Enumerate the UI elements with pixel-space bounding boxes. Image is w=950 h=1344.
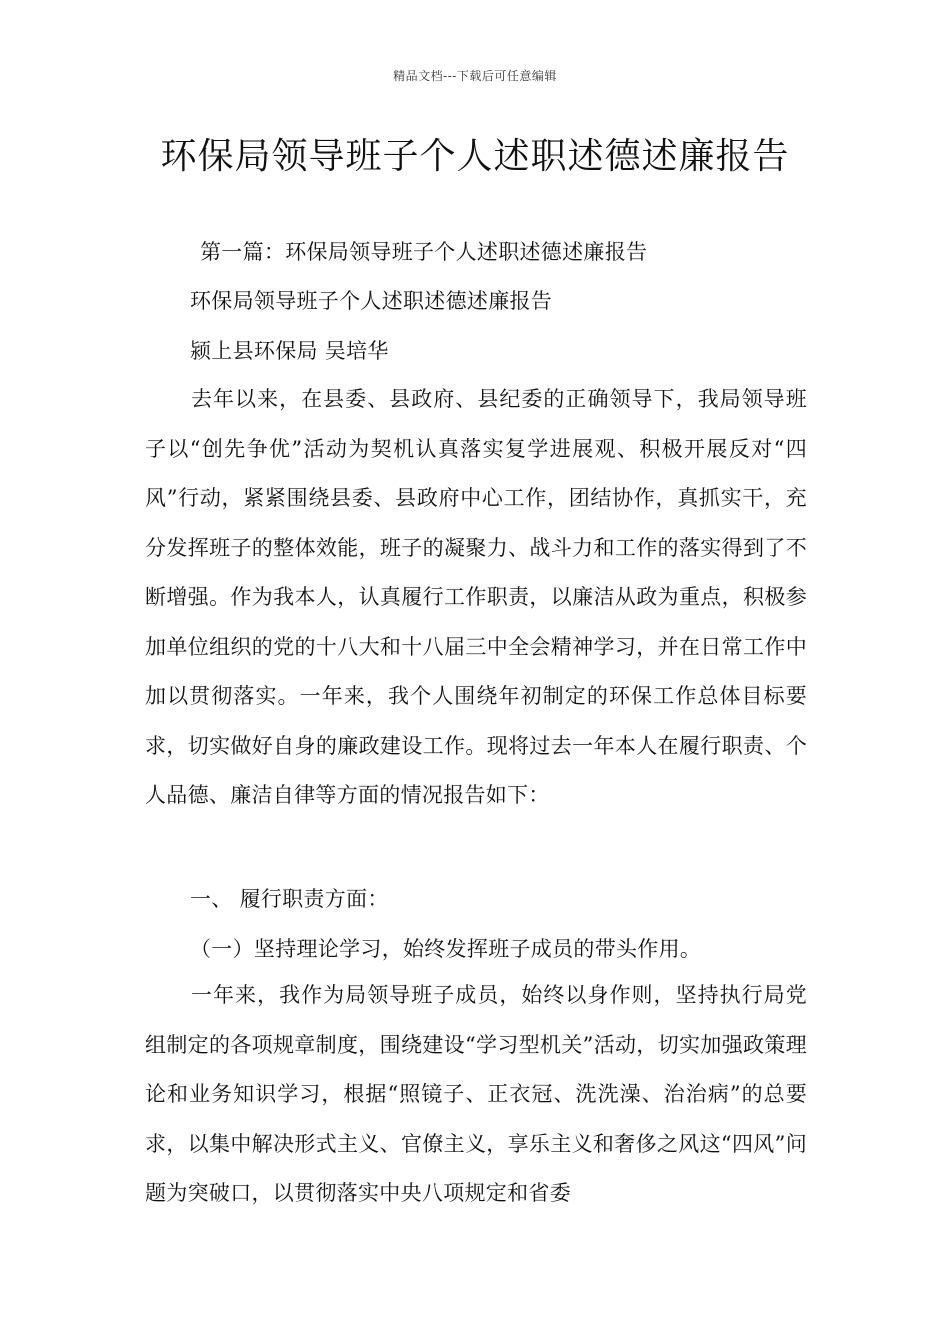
author-line: 颍上县环保局 吴培华 bbox=[190, 339, 389, 363]
subtitle-line-1: 第一篇：环保局领导班子个人述职述德述廉报告 bbox=[200, 240, 648, 264]
section-1-heading: 一、 履行职责方面： bbox=[190, 887, 389, 911]
subtitle-line-2: 环保局领导班子个人述职述德述廉报告 bbox=[190, 289, 553, 313]
paragraph-2 bbox=[145, 971, 807, 1219]
header-note: 精品文档---下载后可任意编辑 bbox=[393, 69, 557, 83]
subsection-1-heading: （一）坚持理论学习，始终发挥班子成员的带头作用。 bbox=[190, 937, 702, 961]
document-title: 环保局领导班子个人述职述德述廉报告 bbox=[160, 136, 790, 177]
paragraph-2-text: 一年来，我作为局领导班子成员，始终以身作则，坚持执行局党组制定的各项规章制度，围绕建设“学习型机关”活动，切实加强政策理论和业务知识学习，根据“照镜子、正衣冠、洗洗澡、治治病”的总要求，以集中解决形式主义、官僚主义，享乐主义和奢侈之风这“四风”问题为突破口，以贯彻落实中央八项规定和省委 bbox=[145, 983, 807, 1205]
paragraph-1 bbox=[145, 375, 807, 821]
paragraph-1-text: 去年以来，在县委、县政府、县纪委的正确领导下，我局领导班子以“创先争优”活动为契机认真落实复学进展观、积极开展反对“四风”行动，紧紧围绕县委、县政府中心工作，团结协作，真抓实干，充分发挥班子的整体效能，班子的凝聚力、战斗力和工作的落实得到了不断增强。作为我本人，认真履行工作职责，以廉洁从政为重点，积极参加单位组织的党的十八大和十八届三中全会精神学习，并在日常工作中加以贯彻落实。一年来，我个人围绕年初制定的环保工作总体目标要求，切实做好自身的廉政建设工作。现将过去一年本人在履行职责、个人品德、廉洁自律等方面的情况报告如下： bbox=[145, 387, 807, 807]
